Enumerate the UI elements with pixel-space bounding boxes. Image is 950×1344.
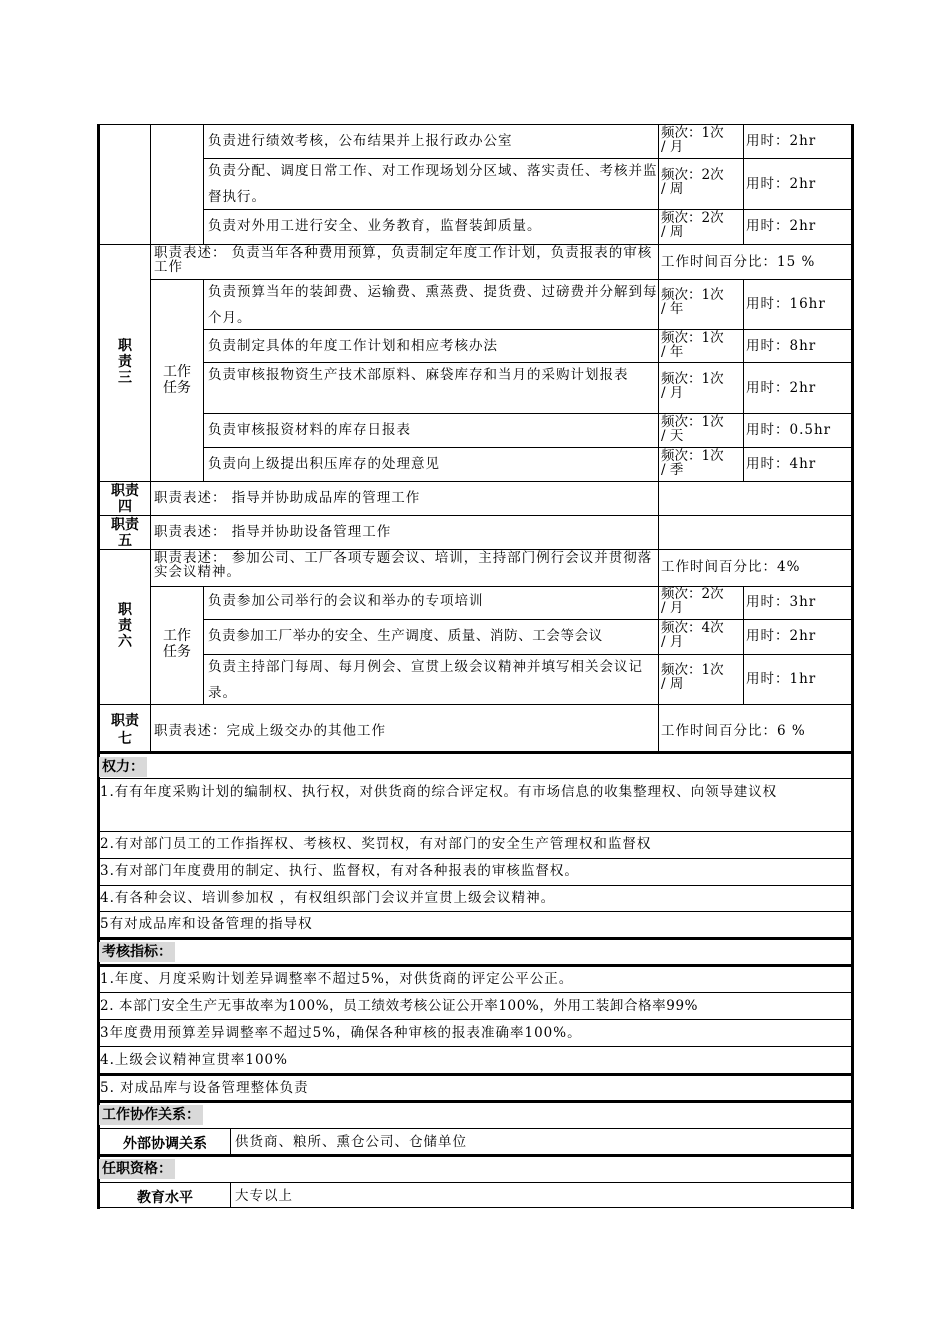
work-time-percent: 工作时间百分比：4% bbox=[661, 559, 801, 575]
external-coordination-value: 供货商、粮所、熏仓公司、仓储单位 bbox=[235, 1134, 467, 1150]
task-text: 负责主持部门每周、每月例会、宣贯上级会议精神并填写相关会议记录。 bbox=[208, 659, 643, 701]
col-line-3 bbox=[658, 124, 659, 752]
row-line bbox=[97, 885, 853, 886]
task-text: 负责分配、调度日常工作、对工作现场划分区域、落实责任、考核并监督执行。 bbox=[208, 163, 658, 205]
task-frequency: 频次：1次 / 年 bbox=[661, 287, 724, 317]
kpi-item: 3年度费用预算差异调整率不超过5%，确保各种审核的报表准确率100%。 bbox=[100, 1025, 582, 1041]
col-line-2b bbox=[203, 279, 204, 481]
task-text: 负责审核报资材料的库存日报表 bbox=[208, 422, 411, 438]
task-time: 用时：16hr bbox=[746, 296, 826, 312]
task-frequency: 频次：1次 / 月 bbox=[661, 125, 724, 155]
task-time: 用时：2hr bbox=[746, 218, 817, 234]
authority-title: 权力： bbox=[99, 757, 147, 777]
col-line bbox=[230, 1128, 231, 1155]
duty-label: 职责六 bbox=[118, 602, 132, 650]
section-divider bbox=[97, 1154, 854, 1157]
row-line bbox=[150, 586, 853, 587]
task-label: 工作任务 bbox=[163, 364, 191, 396]
task-frequency: 频次：1次 / 月 bbox=[661, 371, 724, 401]
kpi-item: 4.上级会议精神宣贯率100% bbox=[100, 1052, 288, 1068]
kpi-item: 5. 对成品库与设备管理整体负责 bbox=[100, 1080, 309, 1096]
task-text: 负责参加工厂举办的安全、生产调度、质量、消防、工会等会议 bbox=[208, 628, 603, 644]
work-time-percent: 工作时间百分比：6 % bbox=[661, 723, 806, 739]
task-time: 用时：2hr bbox=[746, 628, 817, 644]
task-frequency: 频次：1次 / 年 bbox=[661, 330, 724, 360]
row-line bbox=[97, 831, 853, 832]
col-line-4a bbox=[743, 124, 744, 244]
external-coordination-label: 外部协调关系 bbox=[123, 1136, 207, 1152]
kpi-item: 2. 本部门安全生产无事故率为100%，员工绩效考核公证公开率100%，外用工装卸合格率99% bbox=[100, 998, 699, 1014]
authority-item: 3.有对部门年度费用的制定、执行、监督权，有对各种报表的审核监督权。 bbox=[100, 863, 579, 879]
col-line-2a bbox=[203, 124, 204, 244]
duty-label: 职责七 bbox=[111, 713, 139, 747]
table-top-border bbox=[97, 124, 854, 125]
task-time: 用时：2hr bbox=[746, 380, 817, 396]
task-time: 用时：3hr bbox=[746, 594, 817, 610]
education-value: 大专以上 bbox=[235, 1188, 293, 1204]
row-line bbox=[97, 911, 853, 912]
duty-label: 职责五 bbox=[111, 517, 139, 549]
row-line bbox=[97, 1128, 853, 1129]
task-frequency: 频次：2次 / 周 bbox=[661, 210, 724, 240]
duty-description: 职责表述：完成上级交办的其他工作 bbox=[154, 723, 386, 739]
authority-item: 4.有各种会议、培训参加权 ，有权组织部门会议并宣贯上级会议精神。 bbox=[100, 890, 556, 906]
section-divider bbox=[97, 964, 854, 967]
task-frequency: 频次：4次 / 月 bbox=[661, 620, 724, 650]
col-line-2c bbox=[203, 586, 204, 704]
row-line bbox=[97, 858, 853, 859]
row-line bbox=[203, 413, 853, 414]
task-text: 负责制定具体的年度工作计划和相应考核办法 bbox=[208, 338, 498, 354]
row-line bbox=[203, 447, 853, 448]
education-label: 教育水平 bbox=[137, 1190, 193, 1206]
section-divider bbox=[97, 1100, 854, 1103]
row-line bbox=[97, 515, 853, 516]
qualification-title: 任职资格： bbox=[99, 1159, 175, 1179]
task-text: 负责进行绩效考核，公布结果并上报行政办公室 bbox=[208, 133, 513, 149]
task-frequency: 频次：2次 / 月 bbox=[661, 586, 724, 616]
cooperation-title: 工作协作关系： bbox=[99, 1105, 203, 1125]
task-frequency: 频次：1次 / 天 bbox=[661, 414, 724, 444]
task-text: 负责预算当年的装卸费、运输费、熏蒸费、提货费、过磅费并分解到每个月。 bbox=[208, 284, 658, 326]
col-line-1 bbox=[150, 124, 151, 752]
task-text: 负责参加公司举行的会议和举办的专项培训 bbox=[208, 593, 484, 609]
row-line bbox=[97, 481, 853, 482]
authority-item: 2.有对部门员工的工作指挥权、考核权、奖罚权，有对部门的安全生产管理权和监督权 bbox=[100, 836, 652, 852]
duty-label: 职责四 bbox=[111, 483, 139, 515]
row-line bbox=[97, 1182, 853, 1183]
col-line-4b bbox=[743, 279, 744, 481]
duty-label: 职责三 bbox=[118, 338, 132, 386]
row-line bbox=[203, 619, 853, 620]
task-time: 用时：2hr bbox=[746, 133, 817, 149]
kpi-item: 1.年度、月度采购计划差异调整率不超过5%，对供货商的评定公平公正。 bbox=[100, 971, 574, 987]
table-bottom-border bbox=[97, 1207, 854, 1208]
section-divider bbox=[97, 1073, 854, 1076]
task-frequency: 频次：1次 / 季 bbox=[661, 448, 724, 478]
task-time: 用时：8hr bbox=[746, 338, 817, 354]
duty-description: 职责表述： 参加公司、工厂各项专题会议、培训，主持部门例行会议并贯彻落实会议精神。 bbox=[154, 550, 653, 580]
authority-item: 5有对成品库和设备管理的指导权 bbox=[100, 916, 313, 932]
col-line bbox=[230, 1182, 231, 1208]
task-time: 用时：4hr bbox=[746, 456, 817, 472]
work-time-percent: 工作时间百分比：15 % bbox=[661, 254, 816, 270]
section-divider bbox=[97, 751, 854, 754]
duty-description: 职责表述： 负责当年各种费用预算，负责制定年度工作计划，负责报表的审核工作 bbox=[154, 245, 653, 275]
task-text: 负责向上级提出积压库存的处理意见 bbox=[208, 456, 440, 472]
row-line bbox=[97, 1019, 853, 1020]
task-time: 用时：2hr bbox=[746, 176, 817, 192]
task-text: 负责审核报物资生产技术部原料、麻袋库存和当月的采购计划报表 bbox=[208, 367, 629, 383]
task-time: 用时：1hr bbox=[746, 671, 817, 687]
row-line bbox=[97, 992, 853, 993]
task-frequency: 频次：2次 / 周 bbox=[661, 167, 724, 197]
duty-description: 职责表述： 指导并协助成品库的管理工作 bbox=[154, 490, 421, 506]
task-label: 工作任务 bbox=[163, 628, 191, 660]
kpi-title: 考核指标： bbox=[99, 942, 175, 962]
task-time: 用时：0.5hr bbox=[746, 422, 832, 438]
task-frequency: 频次：1次 / 周 bbox=[661, 662, 724, 692]
duty-description: 职责表述： 指导并协助设备管理工作 bbox=[154, 524, 392, 540]
col-line-4c bbox=[743, 586, 744, 704]
task-text: 负责对外用工进行安全、业务教育，监督装卸质量。 bbox=[208, 218, 542, 234]
row-line bbox=[97, 1046, 853, 1047]
authority-item: 1.有有年度采购计划的编制权、执行权，对供货商的综合评定权。有市场信息的收集整理权、向领导建议权 bbox=[100, 784, 778, 800]
section-divider bbox=[97, 937, 854, 940]
